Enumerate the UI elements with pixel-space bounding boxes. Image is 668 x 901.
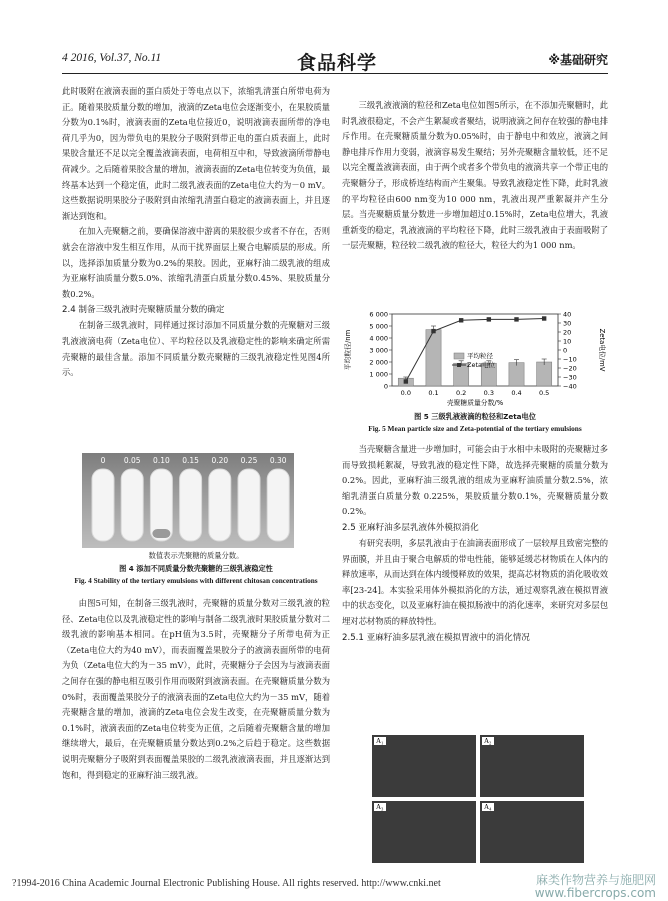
- right-column: [342, 98, 608, 254]
- right-tick-label: −40: [563, 382, 577, 391]
- tube-label: 0.05: [123, 456, 141, 465]
- legend-size-label: 平均粒径: [467, 352, 493, 360]
- x-tick-label: 0.4: [511, 389, 522, 397]
- zeta-point: [431, 329, 435, 333]
- left-column: [62, 84, 330, 381]
- left-tick-label: 5 000: [369, 322, 388, 331]
- emulsion-tubes-image: [82, 453, 294, 548]
- figure-4-caption-cn: 图 4 添加不同质量分数壳聚糖的三级乳液稳定性: [119, 564, 273, 573]
- emulsion-tube: [238, 469, 260, 541]
- right-column-continued: [342, 442, 608, 646]
- paragraph: 当壳聚糖含量进一步增加时，可能会由于水相中未吸附的壳聚糖过多而导致损耗絮凝，导致乳液的稳定性下降，故选择壳聚糖的质量分数为0.2%。因此，亚麻籽油三级乳液的组成为亚麻籽油质量分数2.5%，浓缩乳清蛋白质量分数 0.225%，果胶质量分数0.1%，壳聚糖质量分数0.2%。: [342, 444, 608, 517]
- x-axis-label: 壳聚糖质量分数/%: [446, 399, 504, 407]
- journal-title: 食品科学: [296, 52, 377, 74]
- left-tick-label: 3 000: [369, 346, 388, 355]
- tube-label: 0.30: [269, 456, 287, 465]
- figure-5-caption-cn: 图 5 三级乳液液滴的粒径和Zeta电位: [414, 412, 536, 421]
- micrograph-label: A₃: [376, 803, 384, 811]
- zeta-point: [487, 317, 491, 321]
- header-rule: [62, 73, 608, 74]
- right-tick-label: 20: [563, 328, 572, 337]
- micrograph-label: A₄: [484, 803, 492, 811]
- paragraph: 此时吸附在液滴表面的蛋白质处于等电点以下，浓缩乳清蛋白所带电荷为正。随着果胶质量分数的增加，液滴的Zeta电位会逐渐变小，在果胶质量分数为0.1%时，液滴表面的Zeta电位接近0，说明液滴表面所带的净电荷几乎为0，因为带负电的果胶分子吸附到带正电的蛋白质表面上，此时果胶含量还不足以完全覆盖液滴表面，电荷相互中和，导致液滴所带静电荷减少。之后随着果胶含量的增加，液滴表面的Zeta电位转变为负值，最终基本达到一个稳定值，此时二级乳液表面的Zeta电位大约为－0 mV。这些数据说明果胶分子吸附到由浓缩乳清蛋白稳定的液滴表面上，并且逐渐达到饱和。: [62, 86, 330, 221]
- micrograph-a3: [372, 801, 476, 863]
- size-bar: [537, 362, 552, 386]
- tube-label: 0.25: [240, 456, 258, 465]
- left-tick-label: 1 000: [369, 370, 388, 379]
- emulsion-tube: [121, 469, 143, 541]
- right-tick-label: −30: [563, 373, 577, 382]
- tube-label: 0: [100, 456, 106, 465]
- micrograph-a1: [372, 735, 476, 797]
- size-bar: [426, 330, 441, 386]
- tube-label: 0.15: [182, 456, 199, 465]
- micrograph-a4: [480, 801, 584, 863]
- right-tick-label: −20: [563, 364, 577, 373]
- left-tick-label: 0: [383, 382, 388, 391]
- emulsion-tube: [267, 469, 289, 541]
- left-tick-label: 6 000: [369, 310, 388, 319]
- x-tick-label: 0.1: [428, 389, 439, 397]
- paragraph: 有研究表明，多层乳液由于在油滴表面形成了一层较厚且致密完整的界面膜，并且由于聚合电解质的带电性能，能够延缓芯材物质在人体内的释放速率，从而达到在体内缓慢释放的效果，提高芯材物质的消化吸收效率[23-24]。本实验采用体外模拟消化的方法，通过观察乳液在模拟胃液中的状态变化，以及亚麻籽油在模拟肠液中的消化速率，来研究对多层包埋对芯材物质的释放特性。: [342, 537, 608, 626]
- legend-zeta-label: Zeta电位: [467, 361, 495, 369]
- legend-marker: [457, 363, 461, 367]
- right-tick-label: 0: [563, 346, 568, 355]
- paragraph: 在加入壳聚糖之前，要确保溶液中游离的果胶很少或者不存在，否则就会在溶液中发生相互作用，从而干扰界面层上聚合电解质层的形成。所以，选择添加质量分数为0.2%的果胶。因此，亚麻籽油二级乳液的组成为亚麻籽油质量分数5.0%、浓缩乳清蛋白质量分数0.45%、果胶质量分数0.2%。: [62, 226, 330, 299]
- page-info: 4 2016, Vol.37, No.11: [62, 52, 162, 64]
- figure-4-caption-en: Fig. 4 Stability of the tertiary emulsions with different chitosan concentrations: [74, 576, 318, 585]
- sediment-layer: [152, 529, 170, 538]
- page-footer: [12, 873, 656, 900]
- micrograph-label: A₁: [376, 737, 384, 745]
- micrograph-a2: [480, 735, 584, 797]
- emulsion-tube: [92, 469, 114, 541]
- zeta-point: [404, 379, 408, 383]
- x-tick-label: 0.5: [538, 389, 550, 397]
- right-tick-label: 40: [563, 310, 572, 319]
- watermark: 麻类作物营养与施肥网 www.fibercrops.com: [534, 873, 656, 900]
- figure-4-photo: [82, 453, 294, 548]
- section-heading-2-5: 2.5 亚麻籽油多层乳液体外模拟消化: [342, 522, 479, 533]
- paragraph: 在制备三级乳液时，同样通过探讨添加不同质量分数的壳聚糖对三级乳液液滴电荷（Zeta电位）、平均粒径以及乳液稳定性的影响来确定所需壳聚糖的最佳含量。添加不同质量分数壳聚糖的三级乳液稳定性见图4所示。: [62, 320, 330, 378]
- emulsion-tube: [180, 469, 202, 541]
- micrograph-label: A₂: [484, 737, 492, 745]
- section-heading-2-5-1: 2.5.1 亚麻籽油多层乳液在模拟胃液中的消化情况: [342, 632, 530, 643]
- size-bar: [509, 363, 524, 386]
- right-tick-label: −10: [563, 355, 577, 364]
- section-tag: ※基础研究: [548, 53, 608, 67]
- left-tick-label: 2 000: [369, 358, 388, 367]
- paragraph: 由图5可知，在制备三级乳液时，壳聚糖的质量分数对三级乳液的粒径、Zeta电位以及乳液稳定性的影响与制备二级乳液时果胶质量分数对二级乳液的影响基本相同。在pH值为3.5时，壳聚糖分子所带电荷为正（Zeta电位大约为40 mV），而表面覆盖果胶分子的液滴表面所带的电荷为负（Zeta电位大约为－35 mV），此时，壳聚糖分子会因为与液滴表面之间存在强的静电相互吸引作用而吸附到液滴表面。在壳聚糖质量分数为0%时，表面覆盖果胶分子的液滴表面的Zeta电位大约为－35 mV，随着壳聚糖含量的增加，液滴的Zeta电位会发生改变，在壳聚糖质量分数为0.1%时，液滴表面的Zeta电位转变为正值，之后随着壳聚糖含量的增加继续增大，最后，在壳聚糖质量分数达到0.2%之后趋于稳定。这些数据说明壳聚糖分子吸附到表面覆盖果胶的二级乳液液滴表面，并且逐渐达到饱和，得到稳定的亚麻籽油三级乳液。: [62, 598, 330, 780]
- emulsion-tube: [209, 469, 231, 541]
- figure-5-caption-en: Fig. 5 Mean particle size and Zeta-potential of the tertiary emulsions: [368, 424, 582, 433]
- right-tick-label: 30: [563, 319, 572, 328]
- particle-size-zeta-chart: [342, 308, 608, 408]
- zeta-point: [514, 317, 518, 321]
- tube-label: 0.10: [153, 456, 170, 465]
- left-tick-label: 4 000: [369, 334, 388, 343]
- paragraph: 三级乳液液滴的粒径和Zeta电位如图5所示，在不添加壳聚糖时，此时乳液很稳定，不会产生絮凝或者聚结，说明液滴之间存在较强的静电排斥作用。在壳聚糖质量分数为0.05%时，由于静电中和效应，液滴之间静电排斥作用力变弱，液滴容易发生聚结；另外壳聚糖含量较低，还不足以完全覆盖液滴表面，由于两个或者多个带负电的液滴共享一个带正电的壳聚糖分子，形成桥连结构而产生聚集。导致乳液稳定性下降，此时乳液的平均粒径由600 nm变为10 000 nm，乳液出现严重絮凝并产生分层。当壳聚糖质量分数进一步增加超过0.15%时，Zeta电位增大，乳液重新变的稳定，乳液液滴的平均粒径下降，此时三级乳液由于表面吸附了一层壳聚糖，粒径较二级乳液的粒径大，粒径大约为1 000 nm。: [342, 100, 608, 251]
- x-tick-label: 0.2: [455, 389, 467, 397]
- zeta-point: [542, 316, 546, 320]
- zeta-point: [459, 318, 463, 322]
- x-tick-label: 0.3: [483, 389, 495, 397]
- left-column-continued: [62, 596, 330, 783]
- y-axis-label-right: Zeta电位/mV: [598, 328, 606, 372]
- page-header: [62, 50, 608, 72]
- legend-bar-swatch: [454, 353, 464, 359]
- section-heading-2-4: 2.4 制备三级乳液时壳聚糖质量分数的确定: [62, 305, 225, 316]
- copyright-notice: ?1994-2016 China Academic Journal Electronic Publishing House. All rights reserved. http://www.cnki.net: [12, 878, 441, 889]
- plot-frame: [392, 314, 558, 386]
- figure-5-chart: [342, 308, 608, 408]
- y-axis-label-left: 平均粒径/nm: [344, 329, 352, 371]
- x-tick-label: 0.0: [400, 389, 412, 397]
- figure-4-note: 数值表示壳聚糖的质量分数。: [148, 551, 244, 560]
- tube-label: 0.20: [211, 456, 229, 465]
- right-tick-label: 10: [563, 337, 572, 346]
